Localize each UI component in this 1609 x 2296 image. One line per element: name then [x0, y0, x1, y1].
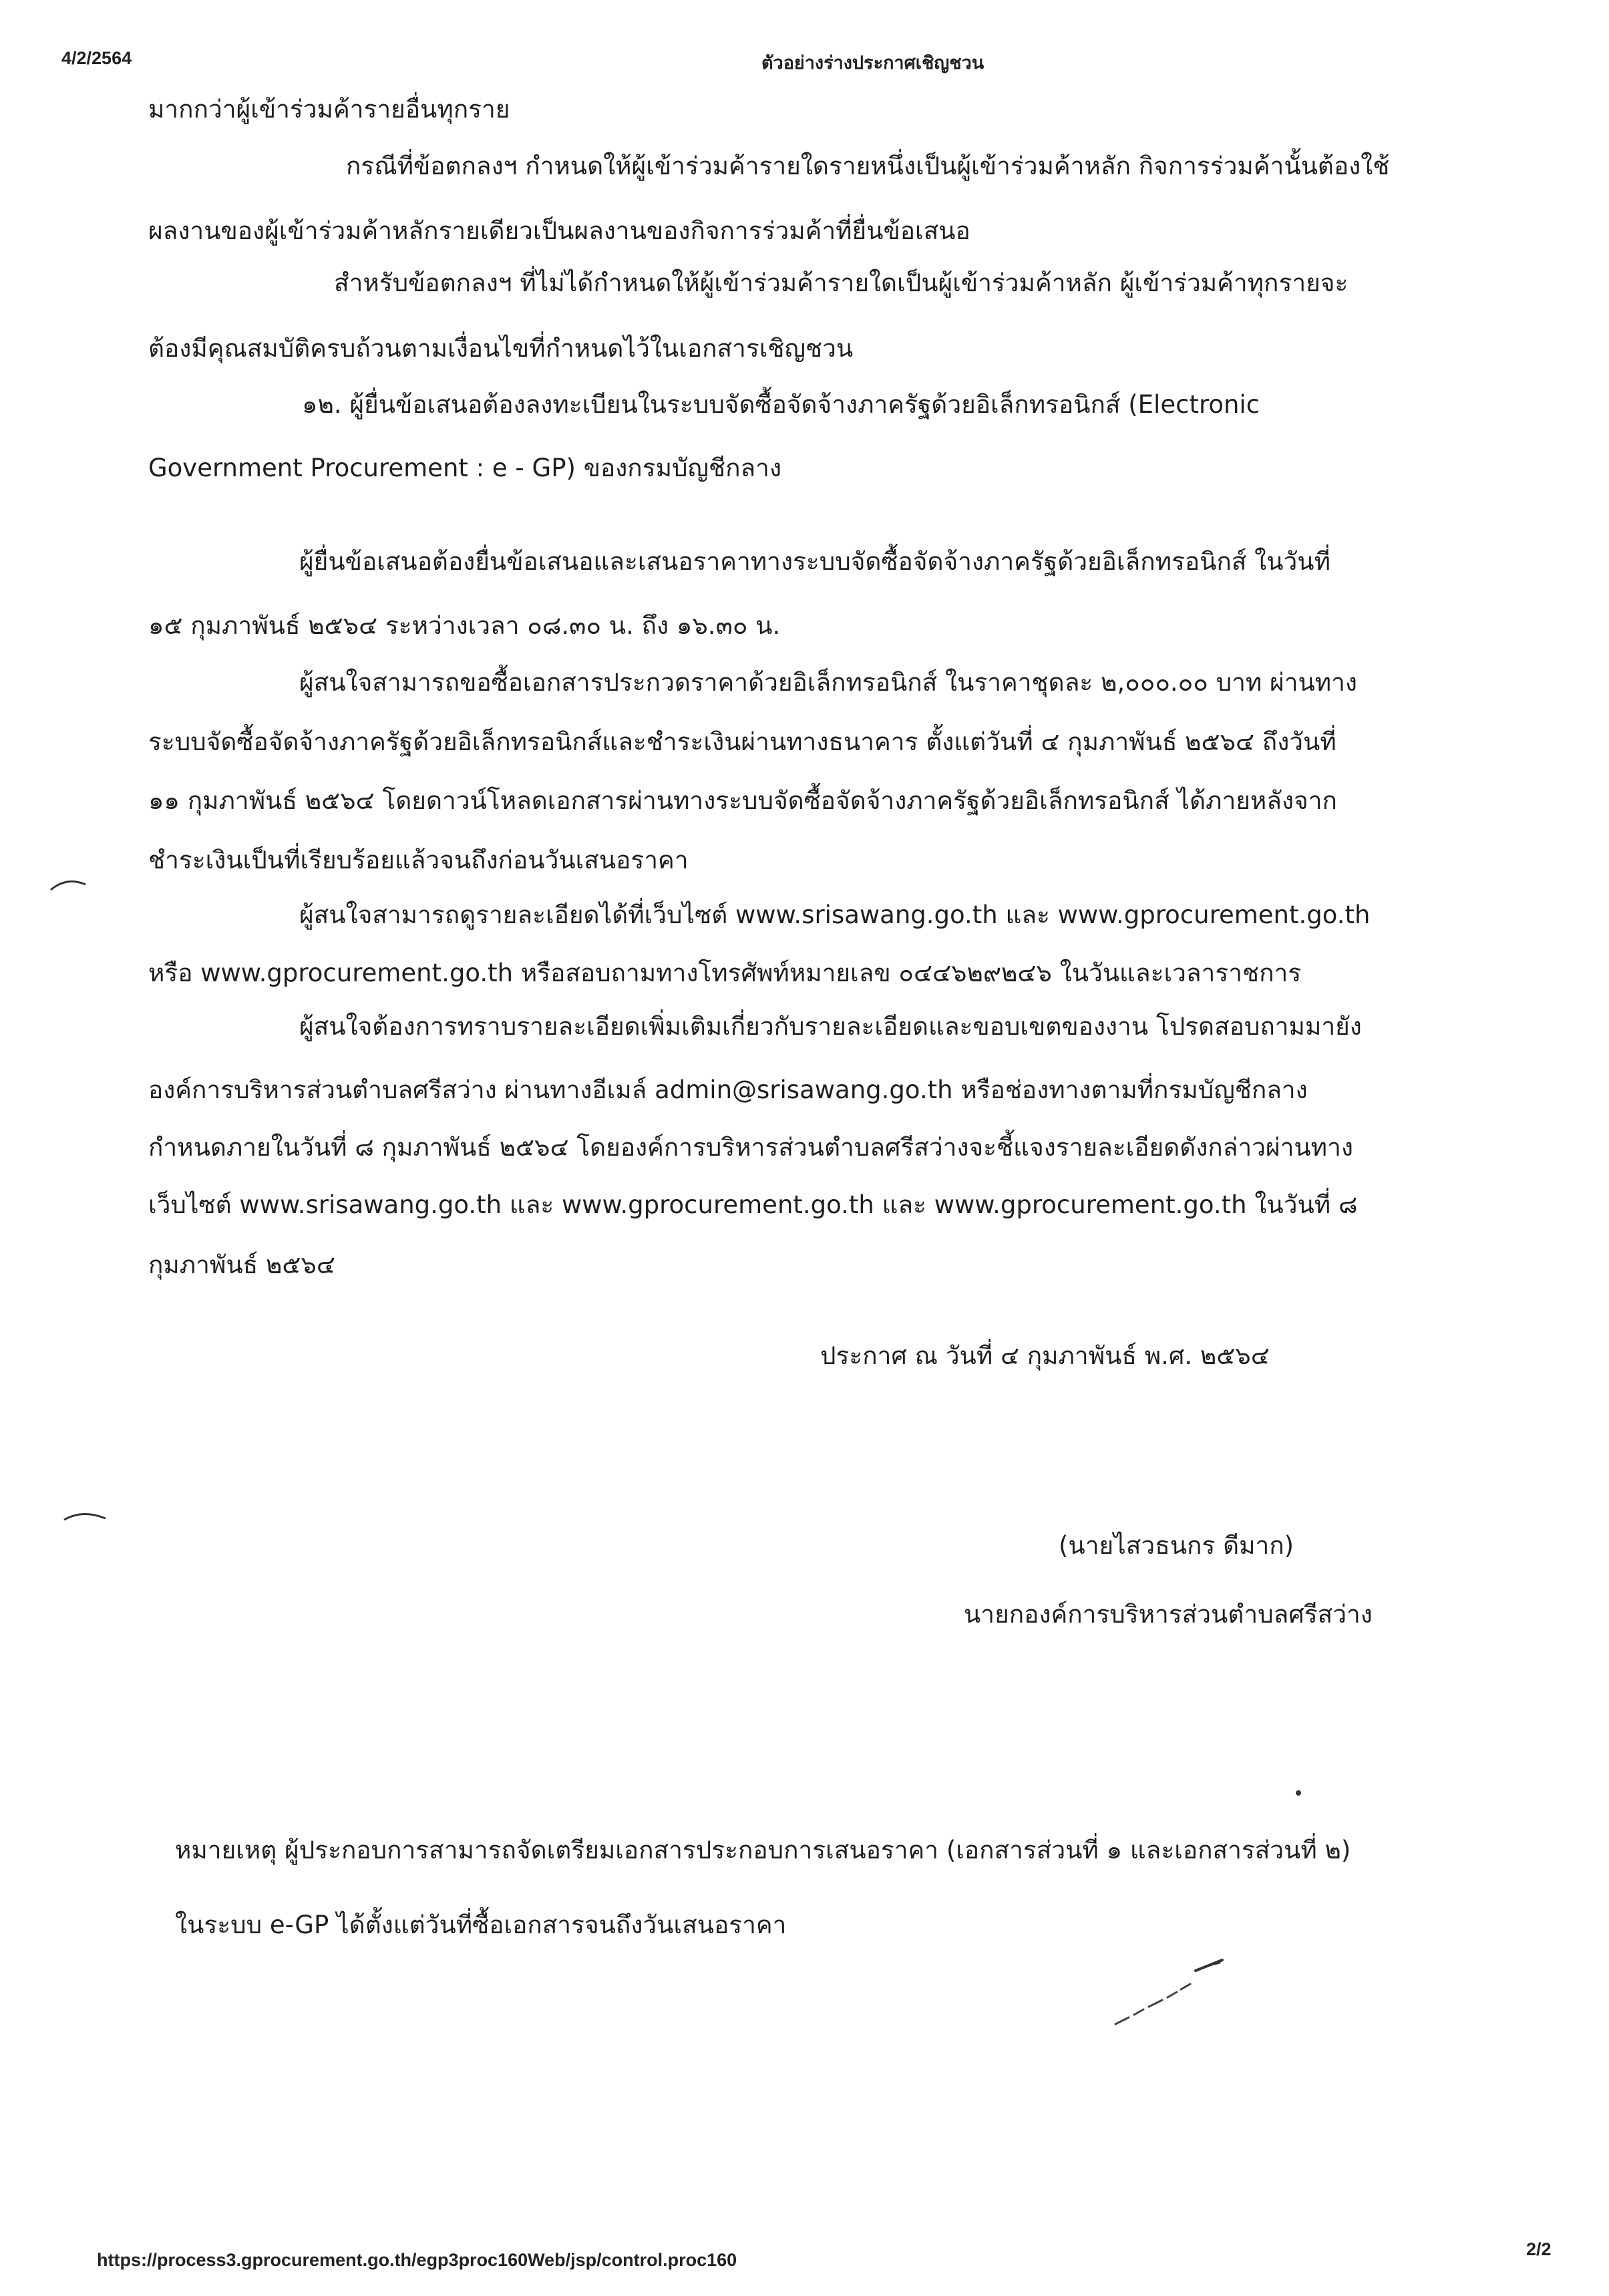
body-line: ๑๕ กุมภาพันธ์ ๒๕๖๔ ระหว่างเวลา ๐๘.๓๐ น. ถึง ๑๖.๓๐ น. [148, 611, 781, 640]
body-line: ต้องมีคุณสมบัติครบถ้วนตามเงื่อนไขที่กำหนดไว้ในเอกสารเชิญชวน [148, 334, 854, 363]
print-footer-url: https://process3.gprocurement.go.th/egp3proc160Web/jsp/control.proc160 [97, 2250, 737, 2270]
body-line: Government Procurement : e - GP) ของกรมบัญชีกลาง [148, 454, 782, 482]
note-line: หมายเหตุ ผู้ประกอบการสามารถจัดเตรียมเอกสารประกอบการเสนอราคา (เอกสารส่วนที่ ๑ และเอกสารส่วนที่ ๒) [175, 1836, 1351, 1864]
print-title: ตัวอย่างร่างประกาศเชิญชวน [761, 53, 985, 73]
print-date: 4/2/2564 [61, 48, 132, 68]
body-line: ชำระเงินเป็นที่เรียบร้อยแล้วจนถึงก่อนวันเสนอราคา [148, 846, 689, 874]
body-line: ๑๑ กุมภาพันธ์ ๒๕๖๔ โดยดาวน์โหลดเอกสารผ่านทางระบบจัดซื้อจัดจ้างภาครัฐด้วยอิเล็กทรอนิกส์ ได้ภายหลังจาก [148, 786, 1337, 815]
body-line: หรือ www.gprocurement.go.th หรือสอบถามทางโทรศัพท์หมายเลข ๐๔๔๖๒๙๒๔๖ ในวันและเวลาราชการ [148, 959, 1302, 987]
body-line: สำหรับข้อตกลงฯ ที่ไม่ได้กำหนดให้ผู้เข้าร่วมค้ารายใดเป็นผู้เข้าร่วมค้าหลัก ผู้เข้าร่วมค้าทุกรายจะ [334, 269, 1349, 297]
body-line: ๑๒. ผู้ยื่นข้อเสนอต้องลงทะเบียนในระบบจัดซื้อจัดจ้างภาครัฐด้วยอิเล็กทรอนิกส์ (Electronic [302, 390, 1260, 419]
body-line: ผู้สนใจต้องการทราบรายละเอียดเพิ่มเติมเกี่ยวกับรายละเอียดและขอบเขตของงาน โปรดสอบถามมายัง [299, 1012, 1362, 1041]
body-line: กุมภาพันธ์ ๒๕๖๔ [148, 1251, 335, 1279]
body-line: องค์การบริหารส่วนตำบลศรีสว่าง ผ่านทางอีเมล์ admin@srisawang.go.th หรือช่องทางตามที่กรมบัญชีกลาง [148, 1076, 1308, 1104]
body-line: ระบบจัดซื้อจัดจ้างภาครัฐด้วยอิเล็กทรอนิกส์และชำระเงินผ่านทางธนาคาร ตั้งแต่วันที่ ๔ กุมภาพันธ์ ๒๕๖๔ ถึงวันที่ [148, 727, 1336, 756]
punch-hole-mark-bottom [61, 1506, 108, 1526]
body-line: กำหนดภายในวันที่ ๘ กุมภาพันธ์ ๒๕๖๔ โดยองค์การบริหารส่วนตำบลศรีสว่างจะชี้แจงรายละเอียดดังกล่าวผ่านทาง [148, 1133, 1353, 1162]
signer-position: นายกองค์การบริหารส่วนตำบลศรีสว่าง [964, 1600, 1373, 1629]
note-line: ในระบบ e-GP ได้ตั้งแต่วันที่ซื้อเอกสารจนถึงวันเสนอราคา [175, 1911, 787, 1939]
body-line: เว็บไซต์ www.srisawang.go.th และ www.gprocurement.go.th และ www.gprocurement.go.th ในวันที่ ๘ [148, 1190, 1358, 1219]
body-line: กรณีที่ข้อตกลงฯ กำหนดให้ผู้เข้าร่วมค้ารายใดรายหนึ่งเป็นผู้เข้าร่วมค้าหลัก กิจการร่วมค้านั้นต้องใช้ [346, 152, 1390, 180]
body-line: ผู้สนใจสามารถดูรายละเอียดได้ที่เว็บไซต์ www.srisawang.go.th และ www.gprocurement.go.th [299, 900, 1371, 929]
body-line: มากกว่าผู้เข้าร่วมค้ารายอื่นทุกราย [148, 95, 510, 124]
pen-dot-mark [1294, 1788, 1303, 1798]
punch-hole-mark-top [48, 875, 88, 895]
signer-name: (นายไสวธนกร ดีมาก) [1059, 1531, 1294, 1560]
body-line: ผลงานของผู้เข้าร่วมค้าหลักรายเดียวเป็นผลงานของกิจการร่วมค้าที่ยื่นข้อเสนอ [148, 216, 970, 245]
body-line: ผู้ยื่นข้อเสนอต้องยื่นข้อเสนอและเสนอราคาทางระบบจัดซื้อจัดจ้างภาครัฐด้วยอิเล็กทรอนิกส์ ในวันที่ [299, 547, 1330, 576]
pen-stroke-mark [1102, 1951, 1236, 2031]
announcement-date: ประกาศ ณ วันที่ ๔ กุมภาพันธ์ พ.ศ. ๒๕๖๔ [820, 1341, 1270, 1370]
body-line: ผู้สนใจสามารถขอซื้อเอกสารประกวดราคาด้วยอิเล็กทรอนิกส์ ในราคาชุดละ ๒,๐๐๐.๐๐ บาท ผ่านทาง [299, 668, 1357, 697]
print-page-number: 2/2 [1526, 2239, 1552, 2259]
